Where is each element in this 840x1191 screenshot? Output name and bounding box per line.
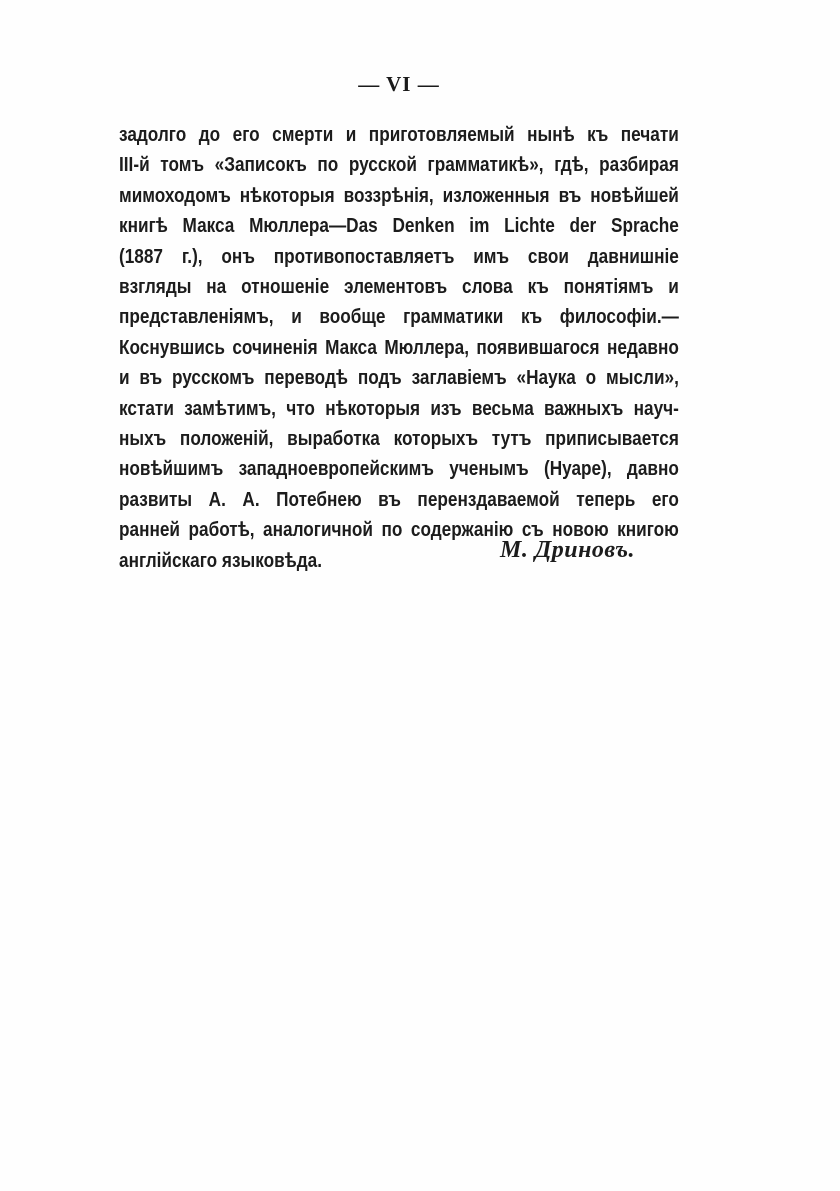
- text-line: взгляды на отношеніе элементовъ слова къ понятіямъ и: [119, 276, 679, 299]
- text-line: книгѣ Макса Мюллера—Das Denken im Lichte der Sprache: [119, 215, 679, 238]
- text-line: ранней работѣ, аналогичной по содержанію съ новою книгою: [119, 519, 679, 542]
- text-line: Коснувшись сочиненія Макса Мюллера, появившагося недавно: [119, 336, 679, 359]
- text-line: англійскаго языковѣда.: [119, 549, 323, 572]
- body-paragraph: [119, 120, 679, 576]
- author-signature: М. Дриновъ.: [500, 537, 635, 563]
- text-line: кстати замѣтимъ, что нѣкоторыя изъ весьма важныхъ науч-: [119, 397, 679, 420]
- text-line: новѣйшимъ западноевропейскимъ ученымъ (Нуаре), давно: [119, 458, 679, 481]
- text-line: и въ русскомъ переводѣ подъ заглавіемъ «Наука о мысли»,: [119, 367, 679, 390]
- text-line: развиты А. А. Потебнею въ перенздаваемой теперь его: [119, 488, 679, 511]
- text-line: мимоходомъ нѣкоторыя воззрѣнія, изложенныя въ новѣйшей: [119, 184, 679, 207]
- text-line: представленіямъ, и вообще грамматики къ философіи.—: [119, 306, 679, 329]
- text-line: III-й томъ «Записокъ по русской грамматикѣ», гдѣ, разбирая: [119, 154, 679, 177]
- page-number: — VI —: [358, 72, 440, 96]
- text-line: задолго до его смерти и приготовляемый нынѣ къ печати: [119, 124, 679, 146]
- text-line: ныхъ положеній, выработка которыхъ тутъ приписывается: [119, 428, 679, 451]
- text-line: (1887 г.), онъ противопоставляетъ имъ свои давнишніе: [119, 245, 679, 268]
